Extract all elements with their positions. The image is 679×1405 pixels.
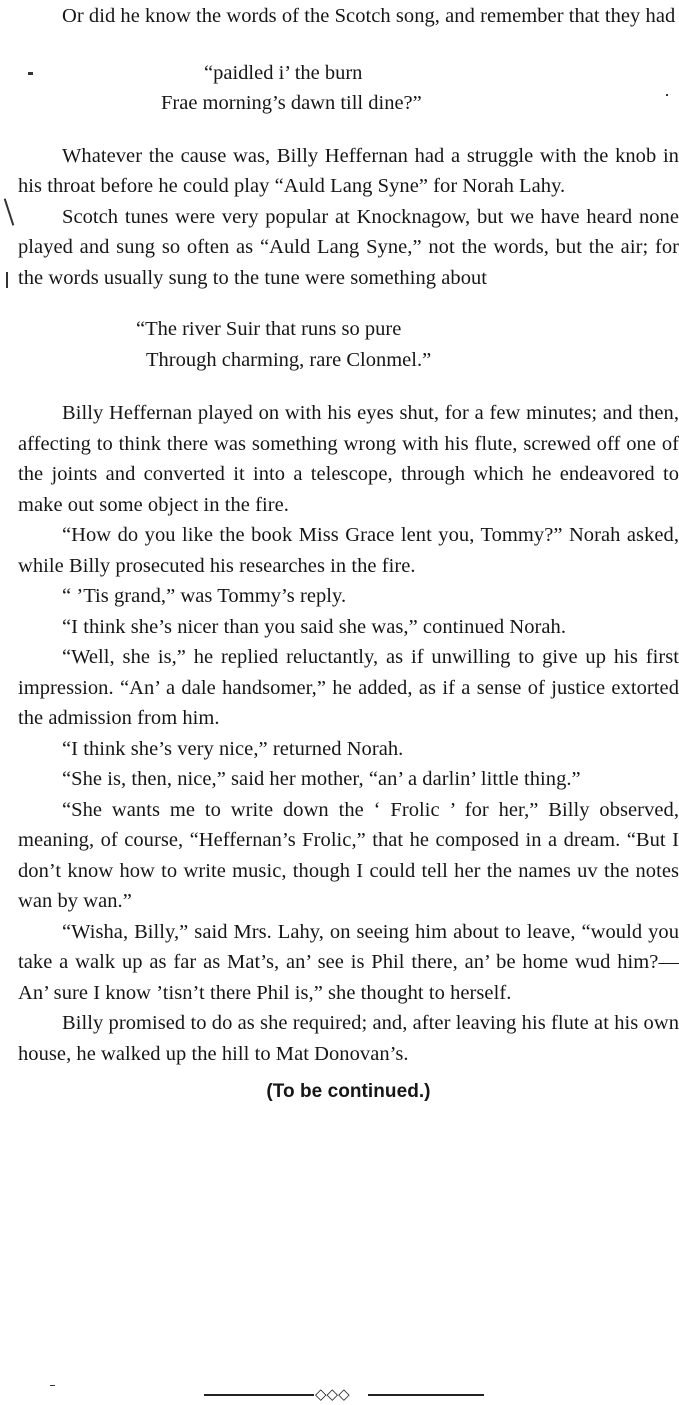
verse-quote [18,314,679,375]
paragraph: Billy promised to do as she required; and, after leaving his flute at his own house, he walked up the hill to Mat Donovan’s. [18,1012,679,1065]
scan-speck [4,198,15,225]
text-column [18,0,679,1108]
paragraph: “I think she’s nicer than you said she was,” continued Norah. [62,615,567,638]
ornament-diamonds: ◇◇◇ [315,1385,350,1403]
scan-speck [666,94,668,96]
paragraph: “ ’Tis grand,” was Tommy’s reply. [62,585,347,607]
paragraph: “Well, she is,” he replied reluctantly, as if unwilling to give up his first impression. “An’ a dale handsomer,” he added, as if a sense of justice extorted the admission from him. [18,646,679,729]
paragraph: Or did he know the words of the Scotch song, and remember that they had [62,5,676,27]
paragraph: Scotch tunes were very popular at Knocknagow, but we have heard none played and sung so often as “Auld Lang Syne,” not the words, but the air; for the words usually sung to the tune were something about [18,205,679,289]
paragraph: “Wisha, Billy,” said Mrs. Lahy, on seeing him about to leave, “would you take a walk up as far as Mat’s, an’ see is Phil there, an’ be home wud him?—An’ sure I know ’tisn’t there Phil is,” she thought to herself. [18,920,679,1004]
ornament-rule-left [204,1394,314,1396]
paragraph: “I think she’s very nice,” returned Norah. [62,737,404,760]
paragraph: “How do you like the book Miss Grace lent you, Tommy?” Norah asked, while Billy prosecuted his researches in the fire. [18,524,679,577]
scan-speck [6,272,8,288]
ornament-rule-right [368,1394,484,1396]
paragraph: “She is, then, nice,” said her mother, “an’ a darlin’ little thing.” [62,768,581,790]
paragraph: Billy Heffernan played on with his eyes shut, for a few minutes; and then, affecting to think there was something wrong with his flute, screwed off one of the joints and converted it into a telescope, through which he endeavored to make out some object in the fire. [18,402,679,516]
scan-speck [50,1385,55,1386]
verse-line: “The river Suir that runs so pure [136,318,402,340]
verse-line: “paidled i’ the burn [204,61,363,84]
verse-line: Frae morning’s dawn till dine?” [161,92,422,114]
paragraph: “She wants me to write down the ‘ Frolic ’ for her,” Billy observed, meaning, of course, “Heffernan’s Frolic,” that he composed in a dream. “But I don’t know how to write music, though I could tell her the names uv the notes wan by wan.” [18,798,679,912]
paragraph: Whatever the cause was, Billy Heffernan had a struggle with the knob in his throat before he could play “Auld Lang Syne” for Norah Lahy. [18,144,679,197]
to-be-continued: (To be continued.) [266,1081,431,1102]
scan-speck [28,72,33,75]
verse-quote [18,58,679,119]
verse-line: Through charming, rare Clonmel.” [146,348,432,371]
